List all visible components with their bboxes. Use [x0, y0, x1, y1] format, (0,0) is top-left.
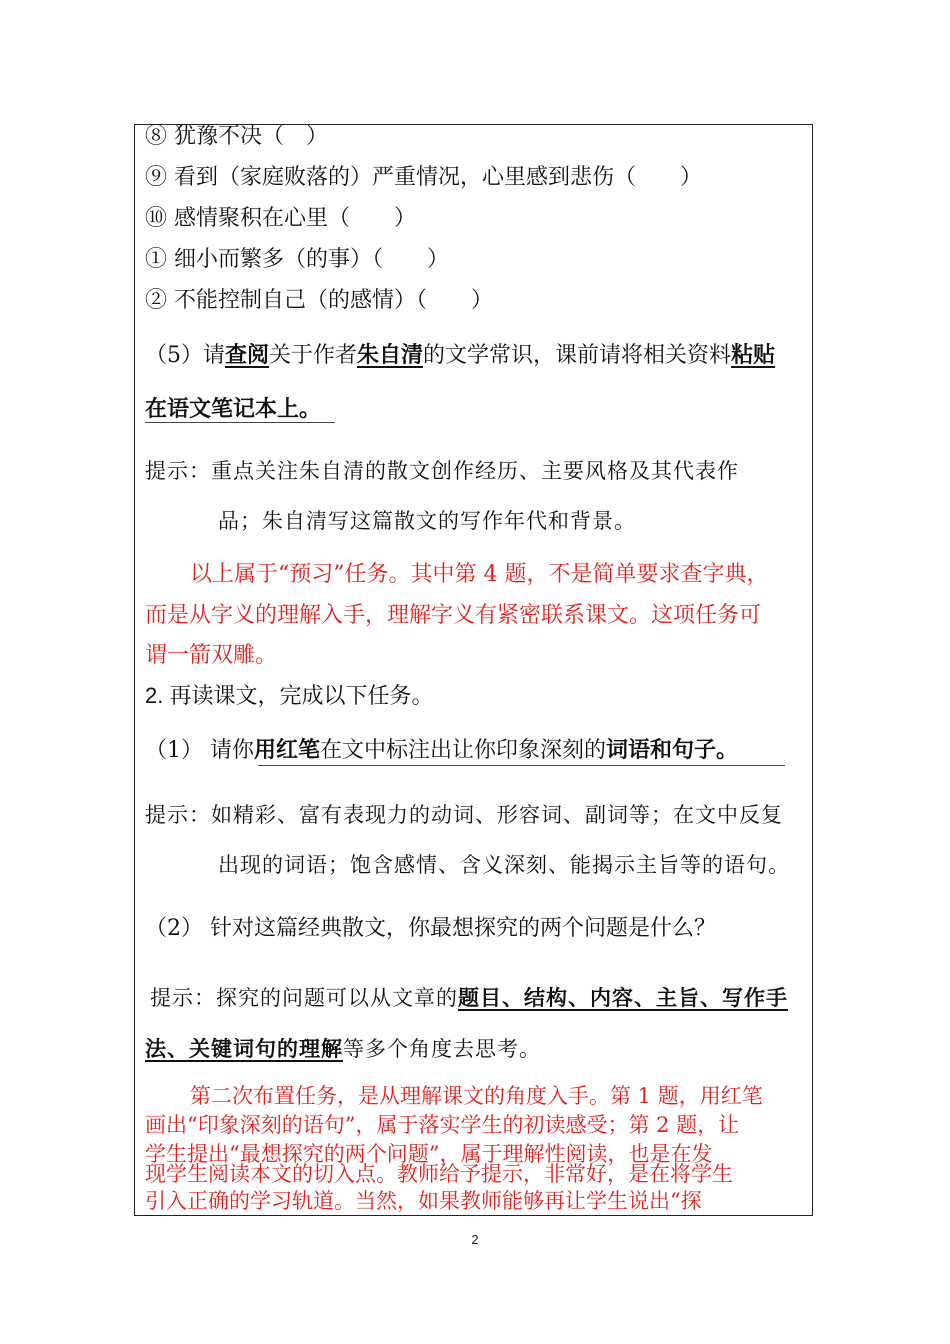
comment2-line3: 学生提出“最想探究的两个问题”，属于理解性阅读，也是在发	[145, 1142, 713, 1166]
task5-keyword-consult: 查阅	[225, 342, 270, 368]
item-12: ② 不能控制自己（的感情）（ ）	[145, 288, 493, 313]
q1-keyword-red-pen: 用红笔	[254, 737, 321, 763]
task5-line2: 在语文笔记本上。	[145, 396, 322, 422]
item-9: ⑨ 看到（家庭败落的）严重情况，心里感到悲伤（ ）	[145, 165, 702, 190]
q1-keyword-words: 词语和句子。	[606, 737, 739, 763]
q1-prefix: （1） 请你	[145, 738, 254, 763]
hint1-line2: 出现的词语；饱含感情、含义深刻、能揭示主旨等的语句。	[218, 853, 790, 877]
task5-keyword-paste: 粘贴	[731, 342, 776, 368]
hint5-line1: 提示：重点关注朱自清的散文创作经历、主要风格及其代表作	[145, 459, 739, 483]
task5-mid2: 的文学常识，课前请将相关资料	[423, 343, 732, 368]
item-8: ⑧ 犹豫不决（ ）	[145, 124, 328, 149]
task5-keyword-author: 朱自清	[357, 342, 424, 368]
underline-rule	[258, 765, 785, 766]
q2-line: （2） 针对这篇经典散文，你最想探究的两个问题是什么？	[145, 916, 716, 941]
hint2-keywords-1: 题目、结构、内容、主旨、写作手	[458, 985, 788, 1010]
item-10: ⑩ 感情聚积在心里（ ）	[145, 206, 416, 231]
task5-line1	[145, 342, 775, 369]
hint2-suffix: 等多个角度去思考。	[343, 1037, 541, 1061]
underline-rule	[145, 422, 335, 423]
item-11: ① 细小而繁多（的事）（ ）	[145, 247, 449, 272]
hint1-line1: 提示：如精彩、富有表现力的动词、形容词、副词等；在文中反复	[145, 803, 783, 827]
hint5-line2: 品；朱自清写这篇散文的写作年代和背景。	[218, 509, 636, 533]
comment2-line1: 第二次布置任务，是从理解课文的角度入手。第 1 题，用红笔	[190, 1084, 763, 1108]
hint2-line2	[145, 1036, 541, 1062]
comment1-line1: 以上属于“预习”任务。其中第 4 题，不是简单要求查字典，	[190, 562, 769, 587]
hint2-line1	[150, 985, 788, 1011]
q1-line	[145, 737, 738, 764]
task5-mid1: 关于作者	[269, 343, 358, 368]
comment2-line2: 画出“印象深刻的语句”，属于落实学生的初读感受；第 2 题，让	[145, 1113, 740, 1137]
hint2-keywords-2: 法、关键词句的理解	[145, 1036, 343, 1061]
comment2-line5: 引入正确的学习轨道。当然，如果教师能够再让学生说出“探	[145, 1189, 702, 1213]
comment2-line4: 现学生阅读本文的切入点。教师给予提示，非常好，是在将学生	[145, 1162, 733, 1186]
task5-prefix: （5）请	[145, 343, 225, 368]
comment1-line2: 而是从字义的理解入手，理解字义有紧密联系课文。这项任务可	[145, 603, 762, 628]
page-number: 2	[471, 1232, 479, 1247]
hint2-prefix: 提示：探究的问题可以从文章的	[150, 986, 458, 1010]
section2-title: 2. 再读课文，完成以下任务。	[145, 683, 434, 708]
comment1-line3: 谓一箭双雕。	[145, 643, 278, 668]
q1-mid: 在文中标注出让你印象深刻的	[320, 738, 607, 763]
